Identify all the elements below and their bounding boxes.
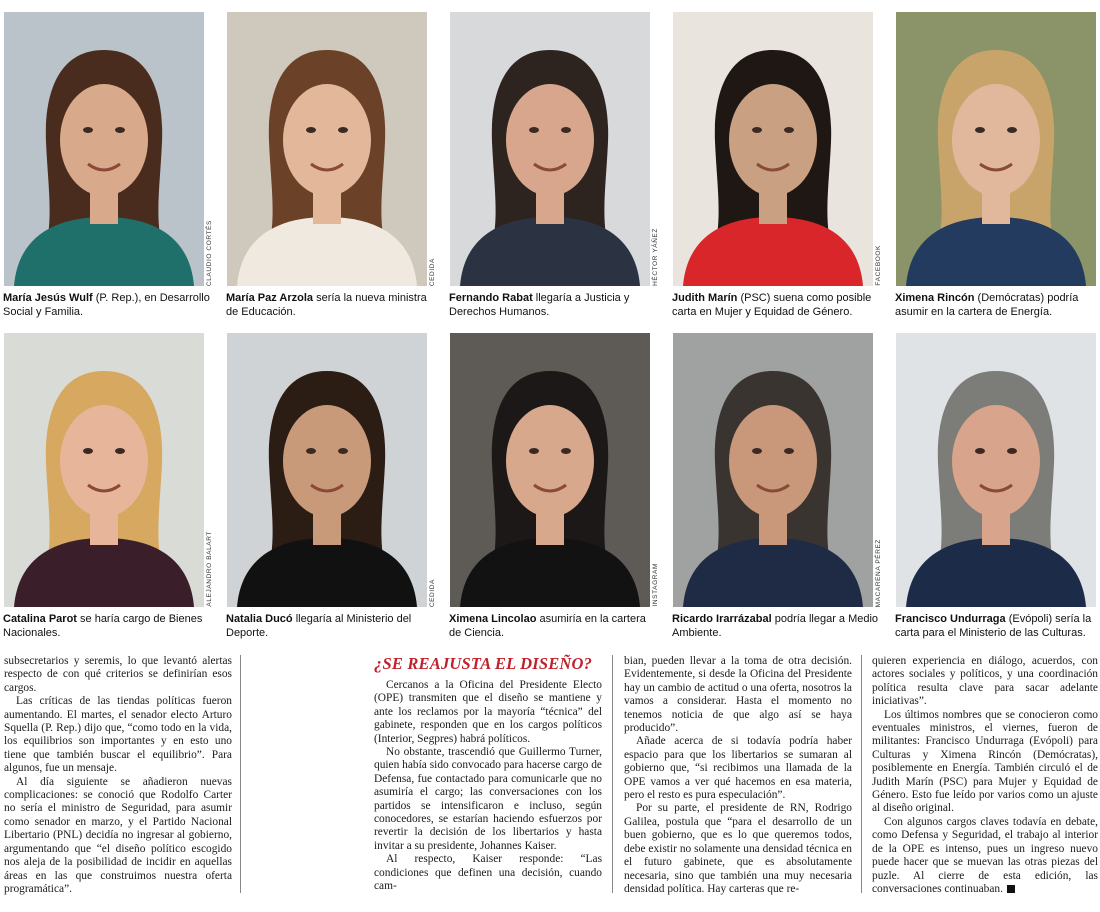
- person-name: María Jesús Wulf: [3, 292, 93, 304]
- photo-caption: [449, 612, 661, 640]
- portrait-photo: [4, 333, 204, 607]
- portrait-photo: [227, 333, 427, 607]
- column-rule: [612, 655, 613, 893]
- portrait-photo: [450, 12, 650, 286]
- column-rule: [240, 655, 241, 893]
- paragraph-text: Cercanos a la Oficina del Presidente Electo (OPE) transmiten que el diseño se mantiene y ante los reclamos por la mayoría “técnica” del gabinete, responden que en los cargos políticos (Interior, Segpres) habrá políticos.: [374, 679, 602, 745]
- paragraph-text: Las críticas de las tiendas políticas fueron aumentando. El martes, el senador electo Arturo Squella (P. Rep.) dijo que, “como todo en la vida, los equilibrios son importantes y en esto uno tiene que también buscar el equilibrio”. Para algunos, fue un mensaje.: [4, 695, 232, 775]
- article-column-4: [872, 655, 1098, 896]
- paragraph: [374, 746, 602, 853]
- photo-caption: [3, 291, 215, 319]
- person-card: [892, 12, 1100, 324]
- caption-text: llegaría a Justicia y Derechos Humanos.: [449, 292, 630, 318]
- photo-credit: HÉCTOR YÁÑEZ: [652, 228, 659, 286]
- photo-credit: CEDIDA: [429, 578, 436, 607]
- person-name: Catalina Parot: [3, 613, 77, 625]
- paragraph-text: No obstante, trascendió que Guillermo Turner, quien había sido convocado para hacerse cargo de Defensa, fue contactado para comunicarle que no asumiría el cargo; las conversaciones con los partidos se intensificaron e incluso, según conocedores, se estarían haciendo esfuerzos por revertir la decisión de los libertarios y hasta invitar a su presidente, Johannes Kaiser.: [374, 746, 602, 852]
- caption-text: (PSC) suena como posible carta en Mujer y Equidad de Género.: [672, 292, 872, 318]
- portrait-photo: [673, 12, 873, 286]
- person-card: [446, 333, 659, 645]
- photo-caption: [3, 612, 215, 640]
- portrait-photo: [673, 333, 873, 607]
- article-column-3: [624, 655, 852, 896]
- person-name: Fernando Rabat: [449, 292, 533, 304]
- photo-credit: CLAUDIO CORTÉS: [206, 219, 213, 286]
- caption-text: se haría cargo de Bienes Nacionales.: [3, 613, 203, 639]
- person-name: Judith Marín: [672, 292, 738, 304]
- paragraph-text: Con algunos cargos claves todavía en debate, como Defensa y Seguridad, el trabajo al interior de la OPE es intenso, pues un ingreso nuevo puede hacer que se muevan las otras piezas del puzle. Al cierre de esta edición, las conversaciones continuaban.: [872, 815, 1098, 895]
- photo-caption: [449, 291, 661, 319]
- caption-text: (P. Rep.), en Desarrollo Social y Familia.: [3, 292, 210, 318]
- column-rule: [861, 655, 862, 893]
- article-column-1: [4, 655, 232, 896]
- person-card: [0, 333, 213, 645]
- paragraph: [4, 776, 232, 897]
- portrait-photo: [896, 333, 1096, 607]
- portrait-photo: [896, 12, 1096, 286]
- caption-text: (Demócratas) podría asumir en la cartera de Energía.: [895, 292, 1079, 318]
- paragraph-text: Al respecto, Kaiser responde: “Las condiciones que definen una decisión, cuando cam-: [374, 853, 602, 893]
- paragraph-text: Los últimos nombres que se conocieron como eventuales ministros, el viernes, fueron de militantes: Francisco Undurraga (Evópoli) para Culturas y Ximena Rincón (Demócratas), posiblemente en Energía. También circuló el de Judith Marín (PSC) para Mujer y Equidad de Género. Esto fue leído por varios como un ajuste al diseño original.: [872, 708, 1098, 815]
- article-column-2: [374, 655, 602, 894]
- portrait-photo: [4, 12, 204, 286]
- person-card: [669, 12, 882, 324]
- person-name: Francisco Undurraga: [895, 613, 1006, 625]
- caption-text: asumiría en la cartera de Ciencia.: [449, 613, 646, 639]
- paragraph-text: subsecretarios y seremis, lo que levantó alertas respecto de con qué criterios se definirían esos cargos.: [4, 655, 232, 694]
- caption-text: (Evópoli) sería la carta para el Ministerio de las Culturas.: [895, 613, 1092, 639]
- caption-text: podría llegar a Medio Ambiente.: [672, 613, 879, 639]
- paragraph: [4, 695, 232, 775]
- section-heading: ¿SE REAJUSTA EL DISEÑO?: [374, 654, 593, 673]
- person-card: [0, 12, 213, 324]
- paragraph-text: Añade acerca de si todavía podría haber espacio para que los libertarios se sumaran al gobierno que, “si recibimos una llamada de la OPE vamos a ver qué hacemos en esa materia, pero el resto es pura especulación”.: [624, 735, 852, 802]
- paragraph: [624, 655, 852, 735]
- end-mark-icon: [1007, 885, 1015, 893]
- person-name: Ximena Lincolao: [449, 613, 537, 625]
- photo-caption: [226, 612, 438, 640]
- paragraph: [374, 679, 602, 746]
- person-name: Ximena Rincón: [895, 292, 975, 304]
- photo-caption: [672, 291, 884, 319]
- person-name: Ricardo Irarrázabal: [672, 613, 772, 625]
- photo-credit: INSTAGRAM: [652, 563, 659, 607]
- paragraph: [872, 655, 1098, 709]
- person-card: [223, 12, 436, 324]
- paragraph: [872, 816, 1098, 896]
- person-card: [446, 12, 659, 324]
- photo-caption: [672, 612, 884, 640]
- caption-text: llegaría al Ministerio del Deporte.: [226, 613, 412, 639]
- paragraph-text: Por su parte, el presidente de RN, Rodrigo Galilea, postula que “para el desarrollo de un buen gobierno, que es lo que queremos todos, debe existir no solamente una densidad técnica en el futuro gabinete, que es absolutamente necesaria, sino que también una muy necesaria densidad política. Hay carteras que re-: [624, 802, 852, 895]
- paragraph: [872, 709, 1098, 816]
- portrait-photo: [227, 12, 427, 286]
- photo-credit: MACARENA PÉREZ: [875, 538, 882, 607]
- person-card: [223, 333, 436, 645]
- photo-caption: [226, 291, 438, 319]
- photo-credit: ALEJANDRO BALART: [206, 531, 213, 607]
- photo-credit: CEDIDA: [429, 257, 436, 286]
- portrait-photo: [450, 333, 650, 607]
- person-name: María Paz Arzola: [226, 292, 314, 304]
- paragraph: [374, 853, 602, 893]
- photo-caption: [895, 612, 1100, 640]
- paragraph: [624, 735, 852, 802]
- paragraph-text: bian, pueden llevar a la toma de otra decisión. Evidentemente, si desde la Oficina del Presidente hay un cambio de actitud o una oferta, nosotros la vamos a considerar. Hasta el momento no tenemos noticia de que algo así se haya producido”.: [624, 655, 852, 735]
- person-name: Natalia Ducó: [226, 613, 293, 625]
- photo-credit: FACEBOOK: [875, 245, 882, 286]
- caption-text: sería la nueva ministra de Educación.: [226, 292, 427, 318]
- paragraph-text: Al día siguiente se añadieron nuevas complicaciones: se conoció que Rodolfo Carter no sería el ministro de Seguridad, para asumir como senador en marzo, y el Partido Nacional Libertario (PNL) decidía no ingresar al gobierno, argumentando que “el diseño político escogido nos aleja de la posibilidad de incidir en aquellas áreas en las que construimos nuestra oferta programática”.: [4, 775, 232, 895]
- person-card: [892, 333, 1100, 645]
- photo-caption: [895, 291, 1100, 319]
- paragraph-text: quieren experiencia en diálogo, acuerdos, con actores sociales y políticos, y una coordinación política resulta clave para sacar adelante iniciativas”.: [872, 655, 1098, 708]
- paragraph: [4, 655, 232, 695]
- person-card: [669, 333, 882, 645]
- paragraph: [624, 802, 852, 896]
